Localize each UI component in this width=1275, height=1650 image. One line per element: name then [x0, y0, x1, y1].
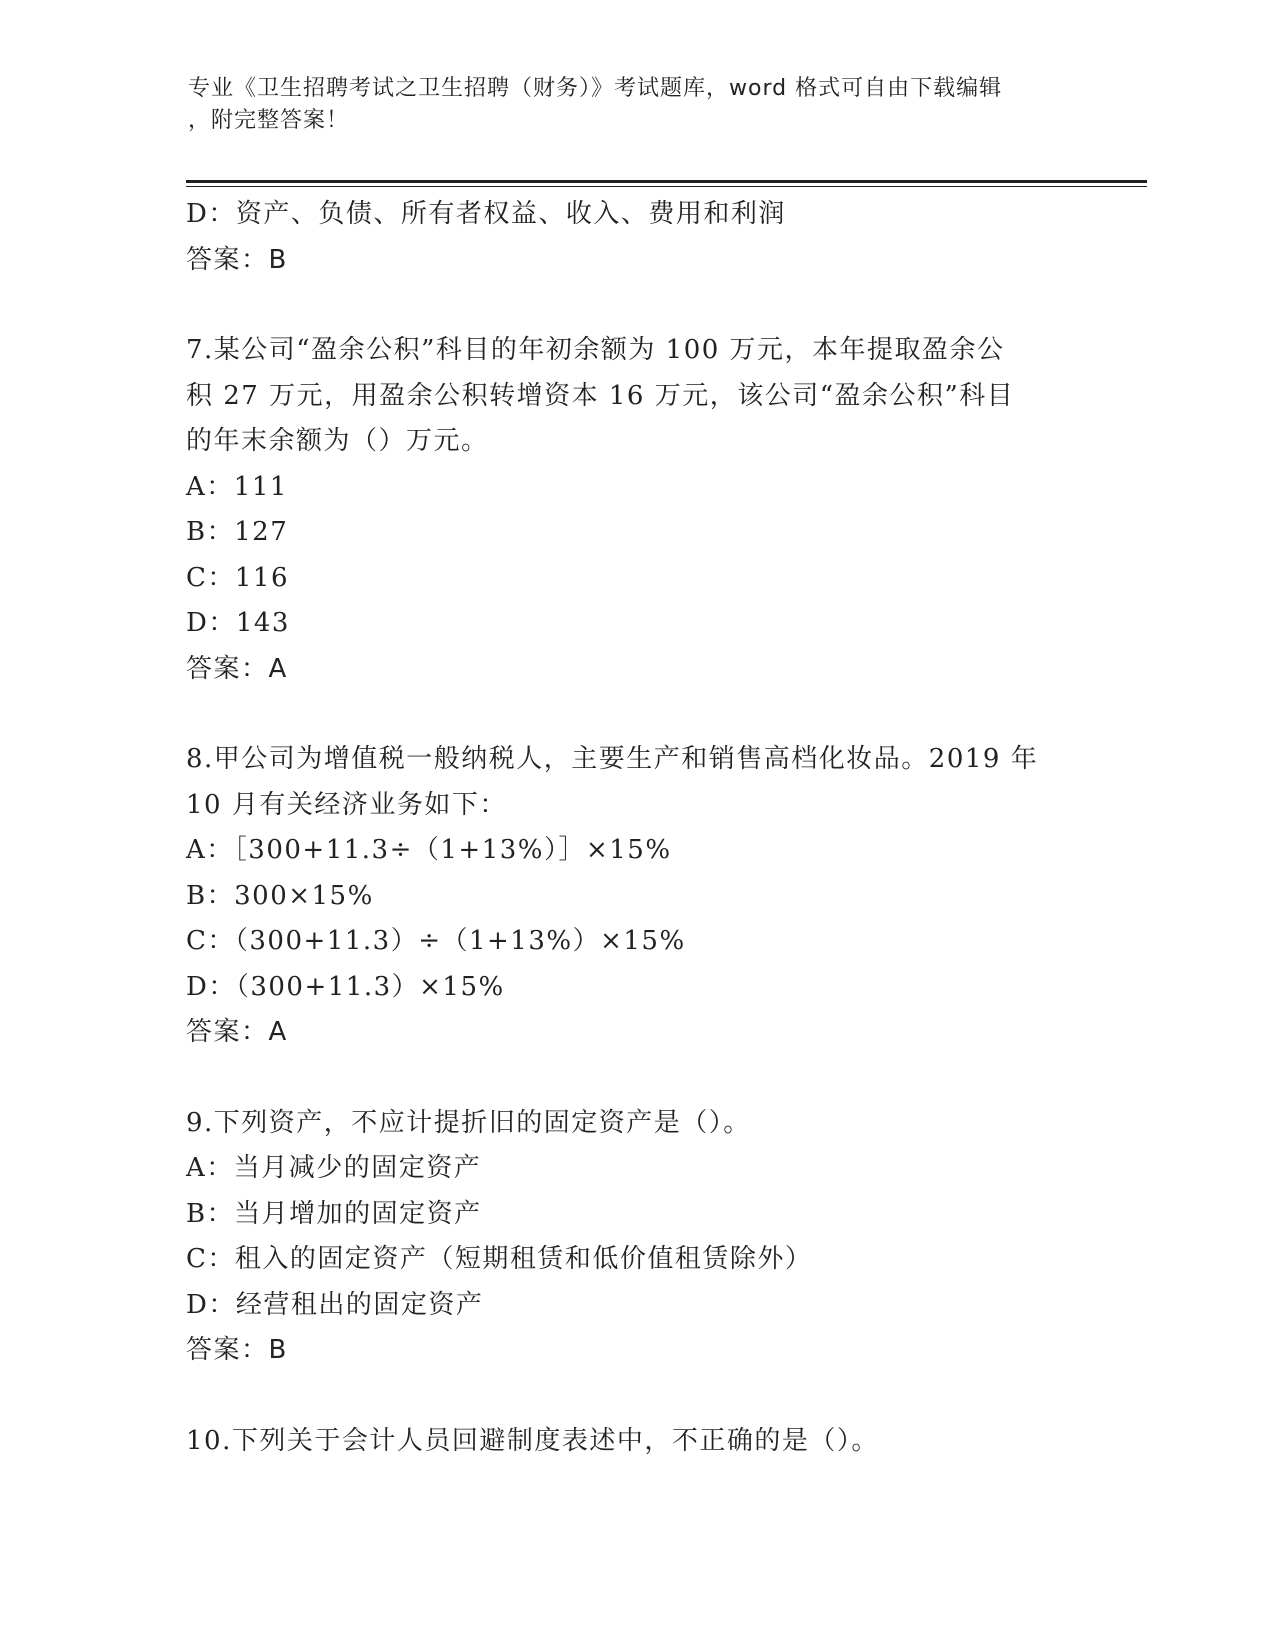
question-stem: 9.下列资产，不应计提折旧的固定资产是（）。: [186, 1107, 751, 1138]
question-stem: 的年末余额为（）万元。: [186, 426, 489, 456]
option-a: A：［300+11.3÷（1+13%）］×15%: [186, 835, 672, 865]
answer: 答案：B: [186, 1335, 288, 1365]
option-b: B：当月增加的固定资产: [186, 1198, 482, 1229]
question-10: [186, 1419, 1086, 1465]
option-d: D：143: [186, 608, 290, 638]
header-line-2: ，附完整答案！: [188, 108, 350, 133]
header-line-1: 专业《卫生招聘考试之卫生招聘（财务）》考试题库，word 格式可自由下载编辑: [188, 76, 1003, 101]
option-d: D：资产、负债、所有者权益、收入、费用和利润: [186, 199, 786, 229]
question-stem: 10 月有关经济业务如下：: [186, 789, 507, 820]
option-b: B：300×15%: [186, 880, 374, 911]
header-rule-thick: [186, 180, 1147, 183]
question-stem: 10.下列关于会计人员回避制度表述中，不正确的是（）。: [186, 1425, 879, 1456]
option-c: C：租入的固定资产（短期租赁和低价值租赁除外）: [186, 1244, 813, 1274]
option-c: C：116: [186, 562, 290, 593]
option-d: D：经营租出的固定资产: [186, 1289, 484, 1320]
question-7: [186, 328, 1086, 692]
document-body: [186, 192, 1086, 1464]
option-d: D：（300+11.3）×15%: [186, 971, 505, 1002]
question-stem: 8.甲公司为增值税一般纳税人，主要生产和销售高档化妆品。2019 年: [186, 744, 1039, 774]
answer: 答案：A: [186, 653, 288, 684]
option-a: A：当月减少的固定资产: [186, 1153, 482, 1183]
question-9: [186, 1101, 1086, 1374]
question-stem: 积 27 万元，用盈余公积转增资本 16 万元，该公司“盈余公积”科目: [186, 380, 1015, 411]
option-a: A：111: [186, 471, 288, 502]
option-c: C：（300+11.3）÷（1+13%）×15%: [186, 926, 686, 956]
question-stem: 7.某公司“盈余公积”科目的年初余额为 100 万元，本年提取盈余公: [186, 335, 1005, 365]
header-rule-thin: [186, 186, 1147, 187]
option-b: B：127: [186, 517, 289, 547]
answer: 答案：B: [186, 244, 288, 275]
answer: 答案：A: [186, 1017, 288, 1047]
question-8: [186, 737, 1086, 1056]
document-header: [188, 73, 1068, 137]
